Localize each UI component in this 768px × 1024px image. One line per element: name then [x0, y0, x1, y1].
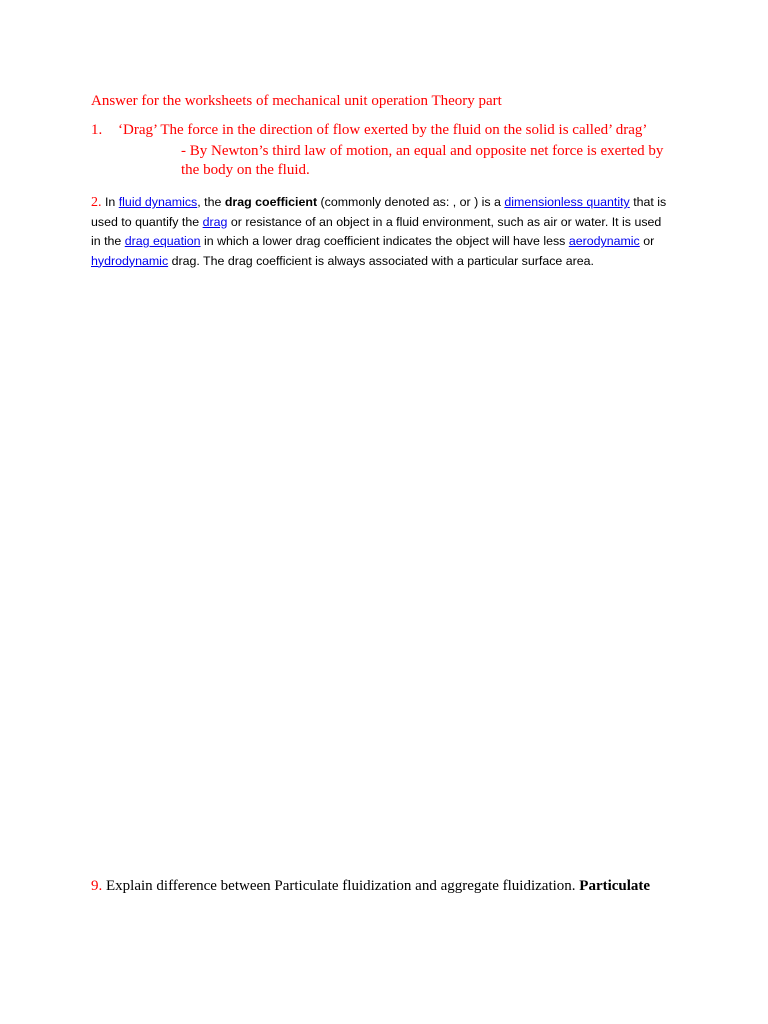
item-2-line-3 [91, 232, 691, 252]
link-aerodynamic[interactable]: aerodynamic [568, 234, 640, 248]
item-9-text: Explain difference between Particulate fluidization and aggregate fluidization. [102, 878, 580, 894]
answer-item-2 [91, 193, 691, 271]
link-hydrodynamic[interactable]: hydrodynamic [91, 253, 169, 268]
item-2-text-in-the: in the [91, 234, 125, 248]
item-9-bold-text: Particulate [579, 878, 651, 894]
item-2-line-2 [91, 213, 691, 233]
link-fluid-dynamics[interactable]: fluid dynamics [118, 195, 198, 209]
item-1-number: 1. [91, 122, 103, 138]
item-2-text-used-to: used to quantify the [91, 214, 203, 229]
item-2-text-in: In [104, 195, 119, 209]
link-dimensionless-quantity[interactable]: dimensionless quantity [504, 195, 630, 209]
item-2-line-4 [91, 252, 691, 272]
item-2-text-that-is: that is [629, 195, 667, 209]
answer-item-1 [91, 122, 647, 139]
item-1-subline-1: - By Newton’s third law of motion, an equal and opposite net force is exerted by [181, 143, 664, 159]
link-drag[interactable]: drag [202, 214, 228, 229]
link-drag-equation[interactable]: drag equation [124, 234, 201, 248]
item-2-text-or-resistance: or resistance of an object in a fluid environment, such as air or water. It is used [227, 214, 662, 229]
item-2-text-in-which: in which a lower drag coefficient indicates the object will have less [200, 234, 569, 248]
item-9-number: 9. [91, 878, 103, 894]
drag-coefficient-term: drag coefficient [224, 195, 318, 209]
item-2-text-commonly: (commonly denoted as: , or ) is a [317, 195, 505, 209]
item-1-subline-2: the body on the fluid. [181, 162, 310, 178]
item-2-number: 2. [91, 195, 102, 210]
page-title: Answer for the worksheets of mechanical unit operation Theory part [91, 93, 502, 109]
answer-item-9 [91, 878, 650, 895]
item-1-text: ‘Drag’ The force in the direction of flow exerted by the fluid on the solid is called’ drag’ [118, 122, 648, 138]
item-2-text-or: or [639, 234, 655, 248]
item-2-text-the: , the [197, 195, 225, 209]
item-2-text-drag-end: drag. The drag coefficient is always associated with a particular surface area. [168, 253, 595, 268]
item-2-line-1 [91, 193, 691, 213]
